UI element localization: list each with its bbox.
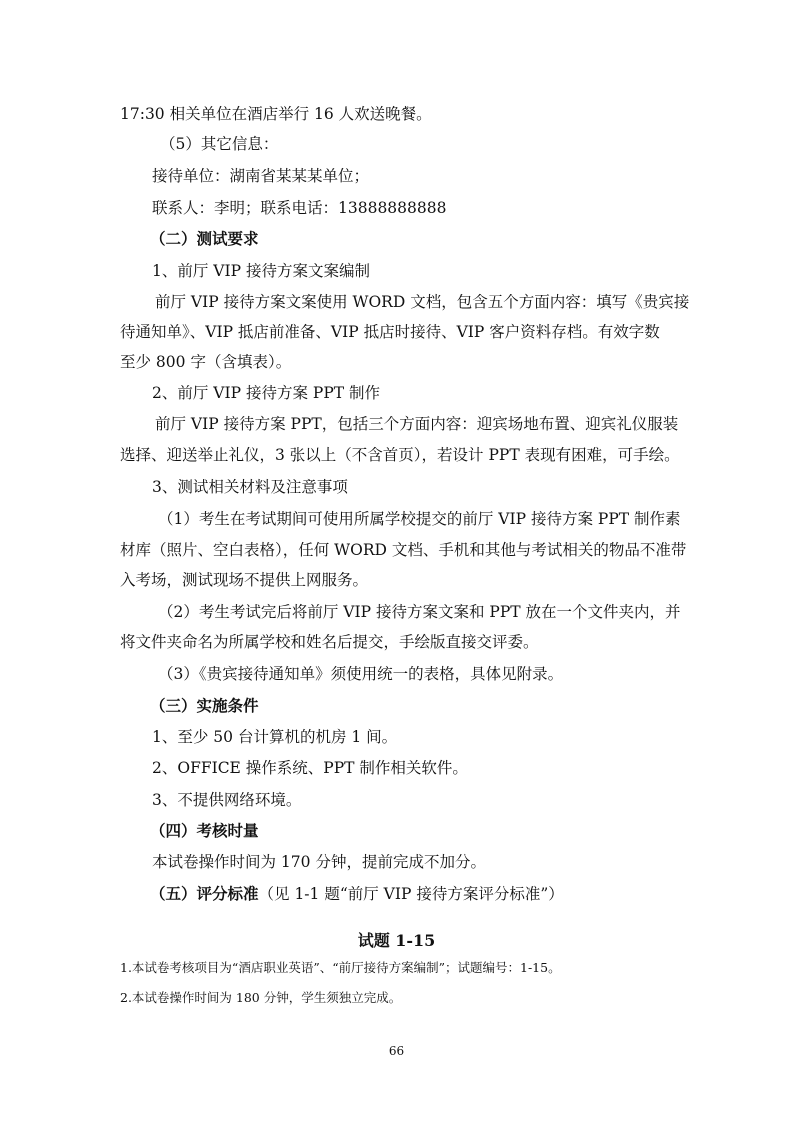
text-line: 待通知单》、VIP 抵店前准备、VIP 抵店时接待、VIP 客户资料存档。有效字数 bbox=[120, 323, 660, 341]
text-line: （1）考生在考试期间可使用所属学校提交的前厅 VIP 接待方案 PPT 制作素 bbox=[158, 510, 681, 528]
text-line: 前厅 VIP 接待方案 PPT，包括三个方面内容：迎宾场地布置、迎宾礼仪服装 bbox=[155, 415, 679, 433]
section-heading: （三）实施条件 bbox=[150, 696, 259, 715]
text-line: 2、前厅 VIP 接待方案 PPT 制作 bbox=[152, 384, 381, 402]
note-line: 1.本试卷考核项目为“酒店职业英语”、“前厅接待方案编制”；试题编号：1-15。 bbox=[120, 960, 561, 975]
text-line: 联系人：李明；联系电话：13888888888 bbox=[152, 199, 447, 217]
exam-title: 试题 1-15 bbox=[357, 931, 436, 950]
text-line: 3、测试相关材料及注意事项 bbox=[152, 478, 348, 496]
text-line: 前厅 VIP 接待方案文案使用 WORD 文档，包含五个方面内容：填写《贵宾接 bbox=[155, 293, 690, 311]
text-line: 入考场，测试现场不提供上网服务。 bbox=[120, 571, 369, 589]
text-line: 1、前厅 VIP 接待方案文案编制 bbox=[152, 262, 370, 280]
text-line: 1、至少 50 台计算机的机房 1 间。 bbox=[152, 728, 398, 746]
section-heading: （四）考核时量 bbox=[150, 821, 259, 840]
section-heading-note: （见 1-1 题“前厅 VIP 接待方案评分标准”） bbox=[258, 885, 564, 903]
note-line: 2.本试卷操作时间为 180 分钟，学生须独立完成。 bbox=[120, 990, 402, 1005]
text-line: （5）其它信息： bbox=[160, 135, 279, 153]
text-line: 至少 800 字（含填表）。 bbox=[120, 353, 292, 371]
text-line: 3、不提供网络环境。 bbox=[152, 791, 302, 809]
text-line: 将文件夹命名为所属学校和姓名后提交，手绘版直接交评委。 bbox=[120, 633, 539, 651]
text-line: 17:30 相关单位在酒店举行 16 人欢送晚餐。 bbox=[120, 105, 432, 123]
text-line: （2）考生考试完后将前厅 VIP 接待方案文案和 PPT 放在一个文件夹内，并 bbox=[158, 603, 681, 621]
text-line: 选择、迎送举止礼仪，3 张以上（不含首页），若设计 PPT 表现有困难，可手绘。 bbox=[120, 446, 680, 464]
text-line: 2、OFFICE 操作系统、PPT 制作相关软件。 bbox=[152, 759, 468, 777]
section-heading: （二）测试要求 bbox=[150, 229, 259, 248]
text-line: 接待单位：湖南省某某某单位； bbox=[152, 167, 370, 185]
section-heading-line bbox=[150, 884, 564, 904]
text-line: （3）《贵宾接待通知单》须使用统一的表格，具体见附录。 bbox=[158, 665, 564, 683]
section-heading: （五）评分标准 bbox=[150, 884, 259, 903]
page-number: 66 bbox=[388, 1044, 405, 1058]
text-line: 本试卷操作时间为 170 分钟，提前完成不加分。 bbox=[152, 853, 486, 871]
text-line: 材库（照片、空白表格），任何 WORD 文档、手机和其他与考试相关的物品不准带 bbox=[120, 541, 687, 559]
